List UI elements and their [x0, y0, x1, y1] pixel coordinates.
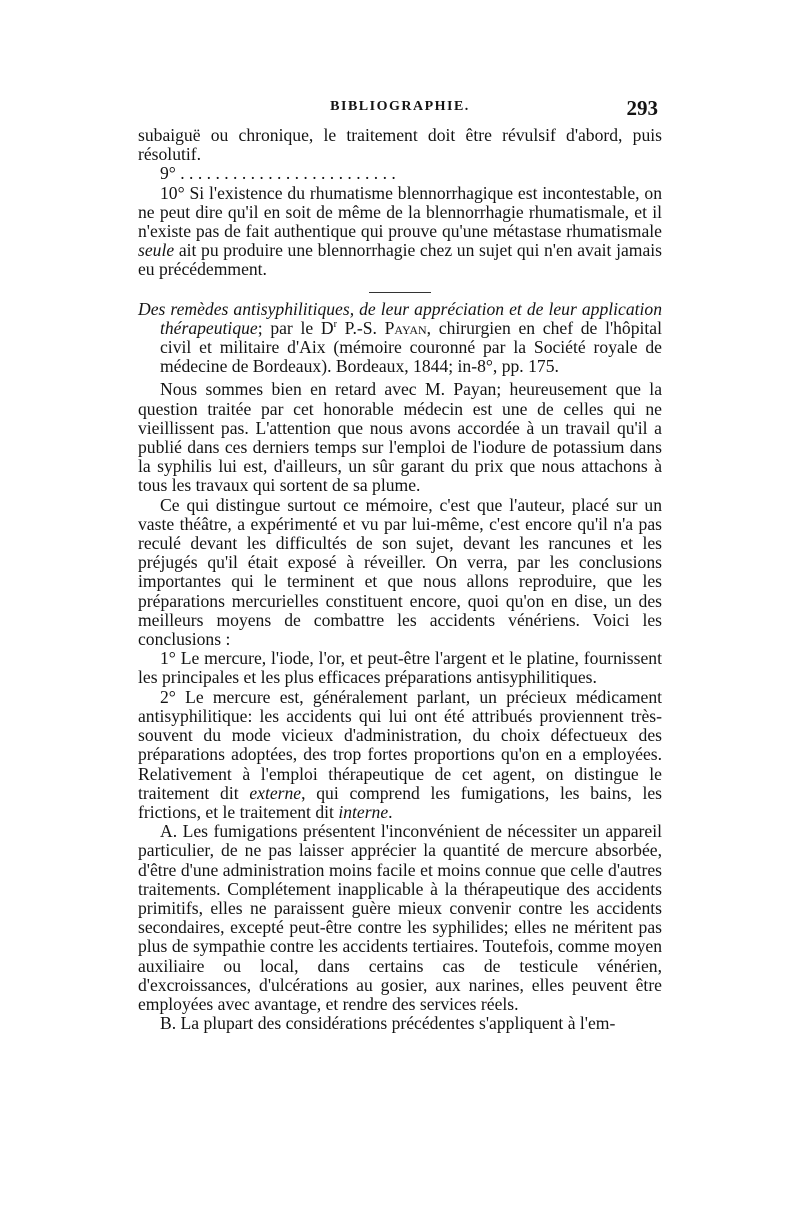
item-10-text: 10° Si l'existence du rhumatisme blennorrhagique est incontestable, on ne peut dire qu'il en soit de même de la blennorrhagie rhumatismale, et il n'existe pas de fait authentique qui prouve qu'une métastase rhumatismale — [138, 182, 662, 242]
item-10-emphasis: seule — [138, 240, 175, 261]
conclusion-1: 1° Le mercure, l'iode, l'or, et peut-être l'argent et le platine, fournissent les principales et les plus efficaces préparations antisyphilitiques. — [138, 648, 662, 688]
review-paragraph-2: Ce qui distingue surtout ce mémoire, c'est que l'auteur, placé sur un vaste théâtre, a expérimenté et vu par lui-même, c'est encore qu'il n'a pas reculé devant les difficultés de son sujet, devant les rancunes et les préjugés qu'il était exposé à réveiller. On verra, par les conclusions importantes qui le terminent et que nous allons reproduire, que les préparations mercurielles constituent encore, quoi qu'on en dise, un des meilleurs moyens de combattre les accidents vénériens. Voici les conclusions : — [138, 494, 662, 650]
conclusion-2-end: . — [388, 801, 393, 822]
conclusion-2-mid: , qui comprend les fumigations, les bains, les frictions, et le traitement dit — [138, 782, 662, 822]
bibliographic-reference — [138, 300, 662, 377]
paragraph-a-fumigations: A. Les fumigations présentent l'inconvénient de nécessiter un appareil particulier, de ne pas laisser apprécier la quantité de mercure absorbée, d'être d'une administration moins facile et moins connue que celle d'autres traitements. Complétement inapplicable à la thérapeutique des accidents primitifs, elles ne paraissent guère mieux convenir contre les accidents secondaires, excepté peut-être contre les syphilides; elles ne méritent pas plus de sympathie contre les accidents tertiaires. Toutefois, comme moyen auxiliaire ou local, dans certains cas de testicule vénérien, d'excroissances, d'ulcérations au gosier, aux narines, elles peuvent être employées avec avantage, et rendre des services réels. — [138, 821, 662, 1014]
reference-initials: P.-S. — [336, 317, 385, 338]
reference-details: , chirurgien en chef de l'hôpital civil et militaire d'Aix (mémoire couronné par la Société royale de médecine de Bordeaux). Bordeaux, 1844; in-8°, pp. 175. — [160, 317, 662, 377]
conclusion-2-interne: interne — [338, 801, 389, 822]
book-page — [138, 96, 662, 1033]
item-9-dots: . . . . . . . . . . . . . . . . . . . . . . . . . — [180, 164, 396, 184]
reference-dr-sup: r — [333, 318, 337, 330]
item-10-end: ait pu produire une blennorrhagie chez un sujet qui n'en avait jamais eu précédemment. — [138, 240, 662, 280]
item-10 — [138, 184, 662, 280]
reference-author: Payan — [384, 317, 427, 338]
paragraph-b: B. La plupart des considérations précédentes s'appliquent à l'em- — [160, 1013, 616, 1034]
conclusion-2 — [138, 688, 662, 822]
page-header — [138, 96, 662, 122]
reference-title: Des remèdes antisyphilitiques, de leur appréciation et de leur application thérapeutique — [138, 298, 662, 338]
conclusion-2-externe: externe — [249, 782, 302, 803]
running-title: BIBLIOGRAPHIE. — [330, 99, 470, 114]
section-divider — [369, 292, 431, 293]
reference-by: ; par le D — [257, 317, 334, 338]
continuation-paragraph: subaiguë ou chronique, le traitement doit être révulsif d'abord, puis résolutif. — [138, 125, 662, 165]
review-paragraph-1: Nous sommes bien en retard avec M. Payan; heureusement que la question traitée par cet honorable médecin est une de celles qui ne vieillissent pas. L'attention que nous avons accordée à un travail qu'il a publié dans ces derniers temps sur l'emploi de l'iodure de potassium dans la syphilis lui est, d'ailleurs, un sûr garant du prix que nous attachons à tous les travaux qui sortent de sa plume. — [138, 379, 662, 496]
item-9 — [138, 164, 662, 183]
item-9-label: 9° — [160, 164, 176, 184]
conclusion-2-text: 2° Le mercure est, généralement parlant, un précieux médicament antisyphilitique: les accidents qui lui ont été attribués proviennent très-souvent du mode vicieux d'administration, du choix défectueux des préparations adoptées, des trop fortes proportions qu'on en a employées. Relativement à l'emploi thérapeutique de cet agent, on distingue le traitement dit — [138, 686, 662, 803]
previous-review-end — [138, 126, 662, 280]
page-number: 293 — [626, 96, 658, 120]
